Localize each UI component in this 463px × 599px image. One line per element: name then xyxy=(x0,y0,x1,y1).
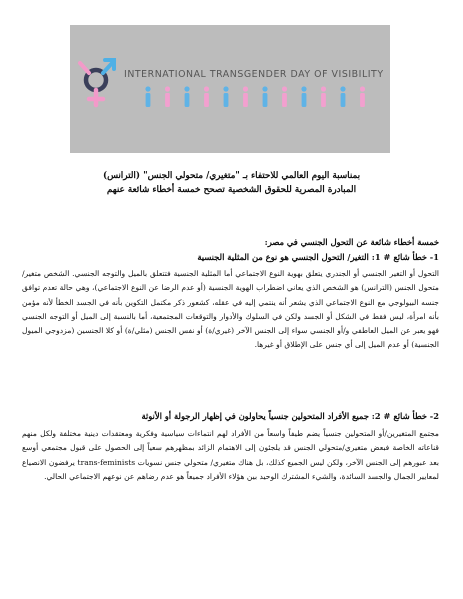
section2-body: مجتمع المتغيرين/أو المتحولين جنسياً يضم طيفاً واسعاً من الأفراد لهم انتماءات سياسية وفكرية ومعتقدات دينية مختلفة ولكل منهم قناعاته الخاصة فبعض متغيري/متحولي الجنس قد يلجئون إلى الاهتمام الزائد بمظهرهم سعياً إلى الحصول على قبول مجتمعي أوسع بعد عبورهم إلى الجنس الآخر، ولكن ليس الجميع كذلك، بل هناك متغيري/ متحولي جنس نسويات trans-feminists يرفضون الانصياع لمعايير الجمال والجسد السائدة، والشيء المشترك الوحيد بين هؤلاء الأفراد جميعاً هو عدم رضاهم عن نوعهم الاجتماعي الحالي. xyxy=(22,429,439,481)
page-heading-line2: المبادرة المصرية للحقوق الشخصية تصحح خمسة أخطاء شائعة عنهم xyxy=(106,185,357,195)
intro-heading: خمسة أخطاء شائعة عن التحول الجنسي في مصر: xyxy=(264,237,439,247)
person-figure-icon xyxy=(282,86,287,107)
person-figure-icon xyxy=(321,86,326,107)
section1-title: 1- خطأ شائع # 1: التغير/ التحول الجنسي هو نوع من المثلية الجنسية xyxy=(197,252,439,262)
people-figures-row xyxy=(118,85,388,109)
page-heading-line1: بمناسبة اليوم العالمي للاحتفاء بـ "متغيري/ متحولي الجنس" (الترانس) xyxy=(102,171,361,181)
person-figure-icon xyxy=(204,86,209,107)
visibility-banner xyxy=(70,25,390,153)
section2-title: 2- خطأ شائع # 2: جميع الأفراد المتحولين جنسياً يحاولون في إظهار الرجولة أو الأنوثة xyxy=(141,411,439,421)
banner-title: INTERNATIONAL TRANSGENDER DAY OF VISIBILITY xyxy=(124,69,384,80)
transgender-symbol-icon xyxy=(74,53,120,113)
section1-body: التحول أو التغير الجنسي أو الجندري يتعلق بهوية النوع الاجتماعي أما المثلية الجنسية فتتعلق بالميل والتوجه الجنسي. الشخص متغير/متحول الجنس (الترانس) هو الشخص الذي يعاني اضطراب الهوية الجنسية (أو عدم الرضا عن النوع الاجتماعي)، وهي حالة تعدم توافق جنسه البيولوجي مع النوع الاجتماعي الذي يشعر أنه ينتمي إليه في عقله، كشعور ذكر مكتمل التكوين بأنه في الجسد الخطأ لأنه مؤمن بأنه امرأة، ليس فقط في الشكل أو الجسد ولكن في السلوك والأدوار والتوقعات المجتمعية، أما بالنسبة إلى الميل أو التوجه الجنسي فهو يعبر عن الميل العاطفي و/أو الجنسي سواء إلى الجنس الآخر (غيري/ة) أو نفس الجنس (مثلي/ة) أو كلا الجنسين (مزدوجي الميول الجنسية) أو عدم الميل إلى أي جنس على الإطلاق أو غيرها. xyxy=(22,269,439,350)
person-figure-icon xyxy=(301,86,306,107)
person-figure-icon xyxy=(340,86,345,107)
person-figure-icon xyxy=(223,86,228,107)
person-figure-icon xyxy=(184,86,189,107)
person-figure-icon xyxy=(243,86,248,107)
person-figure-icon xyxy=(360,86,365,107)
person-figure-icon xyxy=(165,86,170,107)
person-figure-icon xyxy=(145,86,150,107)
person-figure-icon xyxy=(262,86,267,107)
